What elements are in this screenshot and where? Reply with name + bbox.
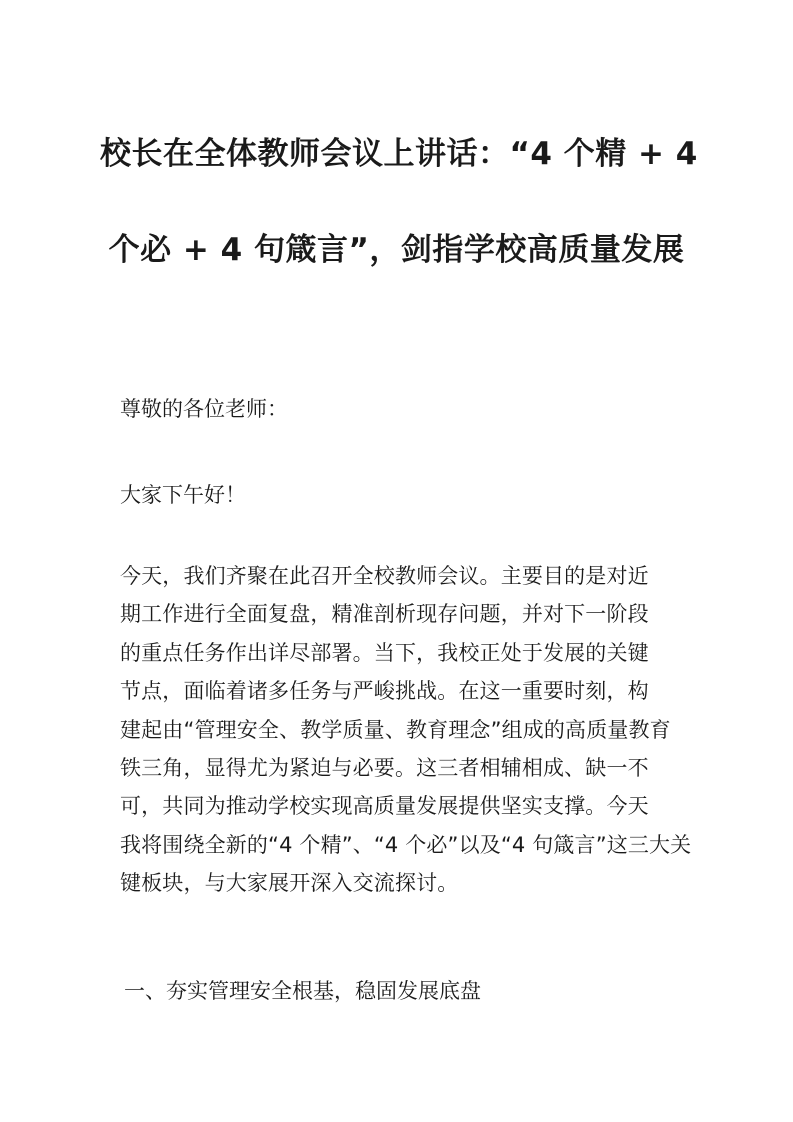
paragraph-line: 我将围绕全新的“4 个精”、“4 个必”以及“4 句箴言”这三大关 xyxy=(120,832,692,857)
section-heading: 一、夯实管理安全根基，稳固发展底盘 xyxy=(124,979,481,1003)
greeting: 大家下午好！ xyxy=(120,483,246,507)
paragraph-line: 的重点任务作出详尽部署。当下，我校正处于发展的关键 xyxy=(120,640,649,665)
opening-paragraph xyxy=(120,561,692,907)
paragraph-line: 可，共同为推动学校实现高质量发展提供坚实支撑。今天 xyxy=(120,794,649,819)
title-line-1: 校长在全体教师会议上讲话：“4 个精 + 4 xyxy=(100,136,698,172)
paragraph-line: 节点，面临着诸多任务与严峻挑战。在这一重要时刻，构 xyxy=(120,679,649,704)
paragraph-line: 期工作进行全面复盘，精准剖析现存问题，并对下一阶段 xyxy=(120,602,649,627)
paragraph-line: 今天，我们齐聚在此召开全校教师会议。主要目的是对近 xyxy=(120,564,649,588)
paragraph-line: 建起由“管理安全、教学质量、教育理念”组成的高质量教育 xyxy=(120,717,671,742)
salutation: 尊敬的各位老师： xyxy=(120,397,288,421)
title-line-2: 个必 + 4 句箴言”，剑指学校高质量发展 xyxy=(108,232,685,268)
paragraph-line: 键板块，与大家展开深入交流探讨。 xyxy=(120,871,459,896)
paragraph-line: 铁三角，显得尤为紧迫与必要。这三者相辅相成、缺一不 xyxy=(120,755,649,780)
